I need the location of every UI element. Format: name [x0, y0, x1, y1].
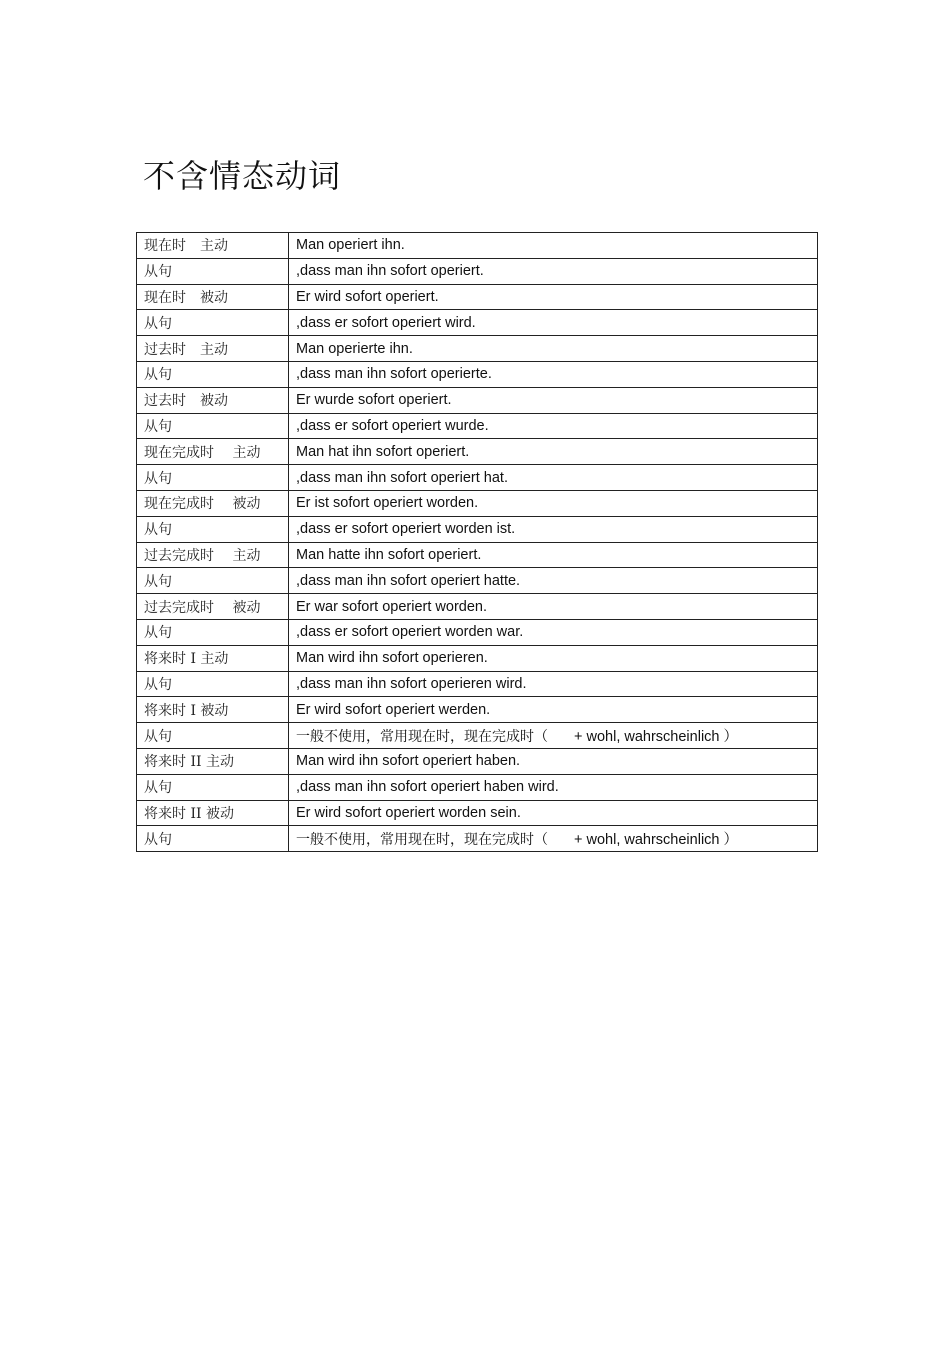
tense-label: 从句: [137, 310, 289, 336]
tense-label: 从句: [137, 258, 289, 284]
table-row: [137, 336, 818, 362]
example-sentence: Man operierte ihn.: [289, 336, 818, 362]
example-sentence: Man wird ihn sofort operiert haben.: [289, 748, 818, 774]
table-row: [137, 542, 818, 568]
usage-note: [289, 723, 818, 749]
tense-label: 从句: [137, 619, 289, 645]
example-sentence: Man hatte ihn sofort operiert.: [289, 542, 818, 568]
example-sentence: Man operiert ihn.: [289, 233, 818, 259]
tense-label: 现在完成时 被动: [137, 490, 289, 516]
page-title: 不含情态动词: [143, 157, 342, 195]
example-sentence: ,dass man ihn sofort operiert hatte.: [289, 568, 818, 594]
table-row: [137, 413, 818, 439]
table-row: [137, 361, 818, 387]
table-row: [137, 826, 818, 852]
table-row: [137, 233, 818, 259]
table-row: [137, 671, 818, 697]
example-sentence: ,dass man ihn sofort operieren wird.: [289, 671, 818, 697]
table-row: [137, 645, 818, 671]
tense-label: 从句: [137, 568, 289, 594]
example-sentence: Er wird sofort operiert worden sein.: [289, 800, 818, 826]
tense-label: 过去时 被动: [137, 387, 289, 413]
table-row: [137, 258, 818, 284]
table-row: [137, 284, 818, 310]
example-sentence: ,dass man ihn sofort operiert.: [289, 258, 818, 284]
tense-label: 现在时 被动: [137, 284, 289, 310]
usage-note: [289, 826, 818, 852]
tense-label: 从句: [137, 465, 289, 491]
example-sentence: Er wird sofort operiert.: [289, 284, 818, 310]
tense-label: 从句: [137, 671, 289, 697]
example-sentence: ,dass man ihn sofort operiert haben wird.: [289, 774, 818, 800]
usage-note-tail: + wohl, wahrscheinlich ）: [574, 832, 739, 849]
tense-label: 将来时 I 主动: [137, 645, 289, 671]
example-sentence: ,dass er sofort operiert wird.: [289, 310, 818, 336]
table-row: [137, 516, 818, 542]
example-sentence: ,dass man ihn sofort operiert hat.: [289, 465, 818, 491]
table-row: [137, 748, 818, 774]
usage-note-tail: + wohl, wahrscheinlich ）: [574, 729, 739, 746]
table-row: [137, 310, 818, 336]
example-sentence: Er war sofort operiert worden.: [289, 594, 818, 620]
example-sentence: ,dass man ihn sofort operierte.: [289, 361, 818, 387]
example-sentence: ,dass er sofort operiert worden ist.: [289, 516, 818, 542]
example-sentence: Man wird ihn sofort operieren.: [289, 645, 818, 671]
table-row: [137, 439, 818, 465]
tense-label: 从句: [137, 413, 289, 439]
tense-label: 过去时 主动: [137, 336, 289, 362]
table-row: [137, 594, 818, 620]
example-sentence: ,dass er sofort operiert worden war.: [289, 619, 818, 645]
tense-label: 从句: [137, 516, 289, 542]
table-row: [137, 619, 818, 645]
tense-label: 现在完成时 主动: [137, 439, 289, 465]
example-sentence: Er ist sofort operiert worden.: [289, 490, 818, 516]
table-row: [137, 800, 818, 826]
tense-label: 从句: [137, 723, 289, 749]
grammar-table: [136, 232, 818, 852]
tense-label: 从句: [137, 361, 289, 387]
example-sentence: Man hat ihn sofort operiert.: [289, 439, 818, 465]
table-row: [137, 774, 818, 800]
usage-note-text: 一般不使用，常用现在时，现在完成时（: [296, 832, 548, 849]
example-sentence: Er wurde sofort operiert.: [289, 387, 818, 413]
table-row: [137, 723, 818, 749]
table-row: [137, 490, 818, 516]
tense-label: 将来时 I 被动: [137, 697, 289, 723]
table-row: [137, 568, 818, 594]
example-sentence: Er wird sofort operiert werden.: [289, 697, 818, 723]
tense-label: 过去完成时 被动: [137, 594, 289, 620]
usage-note-text: 一般不使用，常用现在时，现在完成时（: [296, 729, 548, 746]
table-row: [137, 465, 818, 491]
tense-label: 将来时 II 主动: [137, 748, 289, 774]
example-sentence: ,dass er sofort operiert wurde.: [289, 413, 818, 439]
table-row: [137, 697, 818, 723]
table-row: [137, 387, 818, 413]
tense-label: 将来时 II 被动: [137, 800, 289, 826]
tense-label: 现在时 主动: [137, 233, 289, 259]
tense-label: 从句: [137, 774, 289, 800]
tense-label: 从句: [137, 826, 289, 852]
tense-label: 过去完成时 主动: [137, 542, 289, 568]
